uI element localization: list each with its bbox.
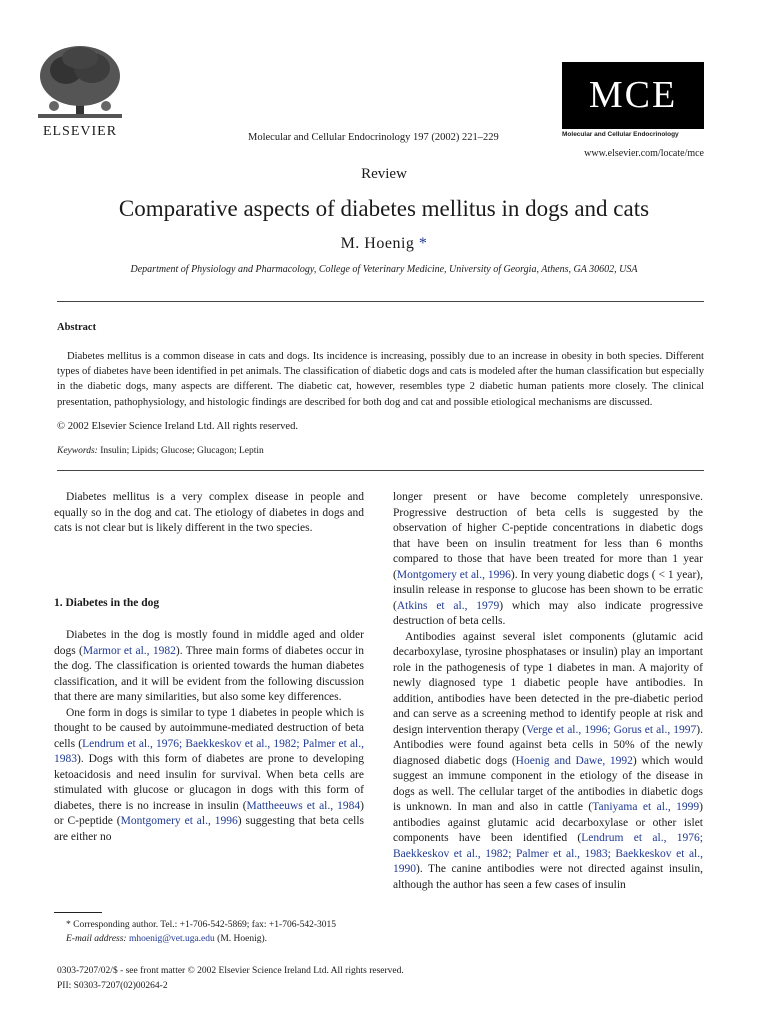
journal-url[interactable]: www.elsevier.com/locate/mce bbox=[584, 148, 704, 159]
intro-paragraph bbox=[54, 490, 364, 537]
text-run: ). Three main forms of diabetes occur in the dog. The classification is oriented towards the human diabetes classification, and it will be evident from the following discussion that there are many similarities, but also some key differences. bbox=[54, 644, 364, 703]
publisher-name: ELSEVIER bbox=[42, 124, 118, 139]
mce-logo bbox=[562, 62, 704, 138]
mce-logo-caption: Molecular and Cellular Endocrinology bbox=[562, 128, 704, 138]
email-line bbox=[54, 932, 364, 946]
issn-line: 0303-7207/02/$ - see front matter © 2002 Elsevier Science Ireland Ltd. All rights reserved. bbox=[57, 966, 404, 976]
text-run: longer present or have become completely unresponsive. Progressive destruction of beta cells is suggested by the observation of higher C-peptide concentrations in diabetic dogs that have been on insulin treatment for less than 6 months compared to those that have been treated for more than 1 year ( bbox=[393, 491, 703, 581]
citation-link[interactable]: Montgomery et al., 1996 bbox=[396, 568, 511, 581]
text-run: ) which would suggest an immune component in the etiology of the disease in dogs as well. The cellular target of the antibodies in diabetic dogs is unknown. In man and also in cattle ( bbox=[393, 754, 703, 813]
body-paragraph bbox=[393, 630, 703, 894]
corresponding-author-link[interactable]: * bbox=[418, 235, 428, 252]
footnote-rule bbox=[54, 912, 102, 913]
text-run: ) which may also indicate progressive destruction of beta cells. bbox=[393, 599, 703, 627]
citation-link[interactable]: Taniyama et al., 1999 bbox=[592, 801, 700, 813]
citation-link[interactable]: Lendrum et al., 1976; Baekkeskov et al., 1982; Palmer et al., 1983 bbox=[54, 737, 364, 765]
keywords-label: Keywords: bbox=[57, 446, 98, 456]
abstract-copyright: © 2002 Elsevier Science Ireland Ltd. All rights reserved. bbox=[57, 421, 299, 432]
section-heading: 1. Diabetes in the dog bbox=[54, 597, 160, 609]
body-paragraph bbox=[54, 706, 364, 846]
citation-link[interactable]: Verge et al., 1996; Gorus et al., 1997 bbox=[526, 723, 697, 736]
affiliation: Department of Physiology and Pharmacology, College of Veterinary Medicine, University of Georgia, Athens, GA 30602, USA bbox=[130, 264, 638, 275]
citation-link[interactable]: Hoenig and Dawe, 1992 bbox=[515, 754, 633, 767]
text-run: ). The canine antibodies were not directed against insulin, although the author has seen a few cases of insulin bbox=[393, 863, 703, 891]
text-run: One form in dogs is similar to type 1 diabetes in people which is thought to be caused by autoimmune-mediated destruction of beta cells ( bbox=[54, 706, 364, 750]
citation-link[interactable]: Marmor et al., 1982 bbox=[82, 644, 176, 657]
text-run: ). Antibodies were found against beta cells in 50% of the newly diagnosed diabetic dogs ( bbox=[393, 723, 703, 767]
abstract-text bbox=[57, 349, 704, 410]
article-title: Comparative aspects of diabetes mellitus in dogs and cats bbox=[118, 196, 650, 221]
author-name: M. Hoenig bbox=[340, 235, 415, 252]
article-type: Review bbox=[361, 166, 407, 182]
mce-logo-text: MCE bbox=[562, 62, 704, 128]
abstract-heading: Abstract bbox=[57, 322, 97, 333]
email-suffix: (M. Hoenig). bbox=[217, 934, 268, 944]
pii-line: PII: S0303-7207(02)00264-2 bbox=[57, 981, 168, 991]
text-run: Antibodies against several islet components (glutamic acid decarboxylase, tyrosine phosphatases or insulin) play an important role in the pathogenesis of type 1 diabetes in man. A majority of newly diagnosed type 1 diabetic people have antibodies. In addition, antibodies have been detected in the pre-diabetic period and can serve as a screening method to identify people at risk and design intervention therapy ( bbox=[393, 630, 703, 736]
text-run: ) or C-peptide ( bbox=[54, 799, 364, 827]
text-run: ) antibodies against glutamic acid decarboxylase or other islet components have been identified ( bbox=[393, 801, 704, 844]
divider bbox=[57, 301, 704, 302]
intro-text: Diabetes mellitus is a very complex disease in people and equally so in the dog and cat. The etiology of diabetes in dogs and cats is not clear but is likely different in the two species. bbox=[54, 491, 364, 534]
footnote bbox=[54, 918, 364, 946]
text-run: ). In very young diabetic dogs ( < 1 year), insulin release in response to glucose has been shown to be erratic ( bbox=[393, 568, 703, 612]
abstract-paragraph: Diabetes mellitus is a common disease in cats and dogs. Its incidence is increasing, possibly due to an increase in obesity in both species. Different types of diabetes have been identified in pet animals. The classification of diabetic dogs and cats is modeled after the human classification but especially in the diabetic dogs, many aspects are different. The diabetic cat, however, resembles type 2 diabetic human patients more closely. The clinical presentation, pathophysiology, and histologic findings are described for both dog and cat and possible etiological mechanisms are discussed. bbox=[57, 351, 704, 408]
citation-link[interactable]: Montgomery et al., 1996 bbox=[120, 815, 238, 827]
journal-citation: Molecular and Cellular Endocrinology 197 (2002) 221–229 bbox=[248, 132, 499, 143]
body-paragraph bbox=[393, 490, 703, 630]
citation-link[interactable]: Atkins et al., 1979 bbox=[396, 599, 500, 612]
divider bbox=[57, 470, 704, 471]
text-run: Diabetes in the dog is mostly found in middle aged and older dogs ( bbox=[54, 629, 364, 657]
email-link[interactable]: mhoenig@vet.uga.edu bbox=[128, 934, 215, 944]
email-label: E-mail address: bbox=[66, 934, 127, 944]
keywords-list: Insulin; Lipids; Glucose; Glucagon; Leptin bbox=[100, 446, 264, 456]
left-column-body bbox=[54, 628, 364, 845]
author-line bbox=[0, 235, 768, 253]
citation-link[interactable]: Mattheeuws et al., 1984 bbox=[246, 799, 361, 812]
keywords bbox=[57, 446, 264, 456]
text-run: ). Dogs with this form of diabetes are prone to developing ketoacidosis and need insulin for survival. When beta cells are stimulated with glucose or glucagon in dogs with this form of diabetes, there is no increase in insulin ( bbox=[54, 753, 364, 812]
right-column-body bbox=[393, 490, 703, 893]
text-run: ) suggesting that beta cells are either no bbox=[54, 815, 364, 843]
corresponding-author-note: * Corresponding author. Tel.: +1-706-542-5869; fax: +1-706-542-3015 bbox=[66, 920, 337, 930]
citation-link[interactable]: Lendrum et al., 1976; Baekkeskov et al., 1982; Palmer et al., 1983; Baekkeskov et al., 1990 bbox=[393, 832, 703, 875]
elsevier-logo bbox=[30, 42, 130, 140]
body-paragraph bbox=[54, 628, 364, 706]
elsevier-tree-icon bbox=[30, 42, 130, 122]
